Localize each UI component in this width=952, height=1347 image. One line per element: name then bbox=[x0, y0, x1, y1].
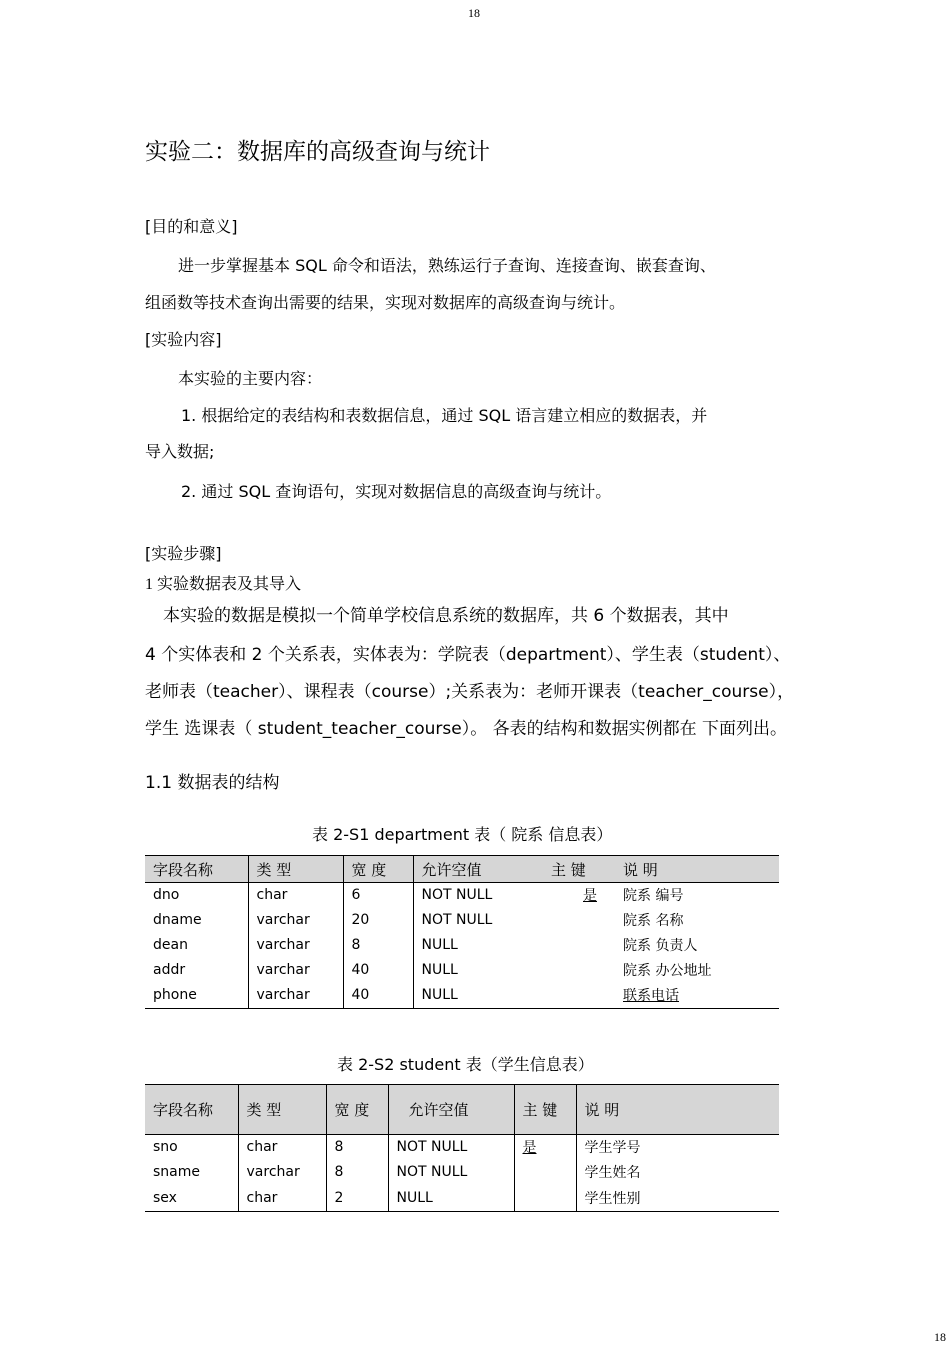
cell bbox=[543, 933, 615, 958]
header-cell: 类 型 bbox=[248, 856, 343, 883]
cell: 8 bbox=[326, 1160, 388, 1185]
cell: varchar bbox=[248, 908, 343, 933]
table-row bbox=[145, 883, 779, 908]
cell bbox=[543, 983, 615, 1009]
steps-subheading: 1 实验数据表及其导入 bbox=[145, 576, 302, 593]
content-item-1: 1. 根据给定的表结构和表数据信息，通过 SQL 语言建立相应的数据表，并 bbox=[181, 406, 708, 425]
page-number-top: 18 bbox=[468, 6, 480, 20]
cell: NOT NULL bbox=[388, 1160, 514, 1185]
header-cell: 字段名称 bbox=[153, 860, 214, 879]
cell: dname bbox=[153, 912, 202, 928]
cell: NULL bbox=[413, 933, 543, 958]
cell: NULL bbox=[413, 958, 543, 983]
cell: 院系 编号 bbox=[623, 888, 684, 905]
cell: 是 bbox=[583, 888, 597, 905]
cell: varchar bbox=[248, 983, 343, 1009]
student-table bbox=[145, 1084, 779, 1212]
cell: varchar bbox=[238, 1160, 326, 1185]
table-row bbox=[145, 933, 779, 958]
cell bbox=[543, 958, 615, 983]
department-table bbox=[145, 855, 779, 1009]
structure-subheading: 1.1 数据表的结构 bbox=[145, 773, 280, 793]
header-cell: 类 型 bbox=[238, 1085, 326, 1135]
table-row bbox=[145, 1160, 779, 1185]
cell: 6 bbox=[343, 883, 413, 908]
cell: NOT NULL bbox=[413, 908, 543, 933]
cell: NOT NULL bbox=[388, 1135, 514, 1160]
cell bbox=[514, 1160, 576, 1185]
cell: 院系 负责人 bbox=[623, 938, 698, 954]
cell bbox=[514, 1185, 576, 1212]
table-row bbox=[145, 908, 779, 933]
header-cell: 主 键 bbox=[551, 860, 586, 879]
content-heading: [实验内容] bbox=[145, 330, 222, 349]
table-row bbox=[145, 983, 779, 1009]
cell: phone bbox=[153, 987, 197, 1004]
cell: 40 bbox=[343, 983, 413, 1009]
cell: sex bbox=[153, 1189, 177, 1206]
steps-para-line-1: 本实验的数据是模拟一个简单学校信息系统的数据库，共 6 个数据表，其中 bbox=[163, 606, 729, 626]
cell: addr bbox=[153, 962, 186, 978]
page-number-corner: 18 bbox=[934, 1330, 946, 1344]
cell: 8 bbox=[326, 1135, 388, 1160]
cell: char bbox=[238, 1135, 326, 1160]
cell: 学生学号 bbox=[576, 1135, 779, 1160]
purpose-heading: [目的和意义] bbox=[145, 217, 238, 236]
cell: 学生姓名 bbox=[576, 1160, 779, 1185]
table-header-row bbox=[145, 1085, 779, 1135]
cell: 院系 办公地址 bbox=[623, 963, 712, 979]
table-1-caption: 表 2-S1 department 表（ 院系 信息表） bbox=[312, 825, 613, 844]
header-cell: 允许空值 bbox=[388, 1085, 514, 1135]
cell: 是 bbox=[514, 1135, 576, 1160]
cell: sname bbox=[153, 1164, 200, 1180]
cell: NULL bbox=[388, 1185, 514, 1212]
cell: 联系电话 bbox=[623, 988, 679, 1005]
table-row bbox=[145, 958, 779, 983]
purpose-line-1: 进一步掌握基本 SQL 命令和语法，熟练运行子查询、连接查询、嵌套查询、 bbox=[178, 256, 716, 275]
table-row bbox=[145, 1135, 779, 1160]
header-cell: 宽 度 bbox=[343, 856, 413, 883]
cell: char bbox=[248, 883, 343, 908]
content-item-1-cont: 导入数据; bbox=[145, 442, 215, 461]
steps-para-line-3: 老师表（teacher）、课程表（course）;关系表为：老师开课表（teacher_course）， bbox=[145, 682, 795, 702]
cell: 学生性别 bbox=[576, 1185, 779, 1212]
page-title: 实验二：数据库的高级查询与统计 bbox=[145, 139, 490, 165]
table-2-caption: 表 2-S2 student 表（学生信息表） bbox=[337, 1055, 594, 1074]
purpose-line-2: 组函数等技术查询出需要的结果，实现对数据库的高级查询与统计。 bbox=[145, 293, 626, 312]
content-item-2: 2. 通过 SQL 查询语句，实现对数据信息的高级查询与统计。 bbox=[181, 482, 612, 501]
cell: sno bbox=[153, 1139, 178, 1156]
cell: 2 bbox=[326, 1185, 388, 1212]
header-cell: 说 明 bbox=[623, 860, 658, 879]
header-cell: 说 明 bbox=[576, 1085, 779, 1135]
header-cell: 宽 度 bbox=[326, 1085, 388, 1135]
content-intro: 本实验的主要内容： bbox=[178, 369, 323, 388]
table-row bbox=[145, 1185, 779, 1212]
cell: varchar bbox=[248, 958, 343, 983]
table-header-row bbox=[145, 856, 779, 883]
cell: NOT NULL bbox=[413, 883, 543, 908]
cell: dean bbox=[153, 937, 188, 953]
steps-para-line-2: 4 个实体表和 2 个关系表，实体表为：学院表（department）、学生表（student）、 bbox=[145, 645, 791, 665]
header-cell: 字段名称 bbox=[153, 1101, 214, 1119]
cell: varchar bbox=[248, 933, 343, 958]
cell: dno bbox=[153, 887, 180, 904]
cell: 20 bbox=[343, 908, 413, 933]
cell bbox=[543, 908, 615, 933]
cell: NULL bbox=[413, 983, 543, 1009]
cell: char bbox=[238, 1185, 326, 1212]
cell: 院系 名称 bbox=[623, 913, 684, 929]
header-cell: 允许空值 bbox=[413, 856, 543, 883]
cell: 8 bbox=[343, 933, 413, 958]
header-cell: 主 键 bbox=[514, 1085, 576, 1135]
cell: 40 bbox=[343, 958, 413, 983]
steps-para-line-4: 学生 选课表（ student_teacher_course）。 各表的结构和数据实例都在 下面列出。 bbox=[145, 719, 788, 739]
steps-heading: [实验步骤] bbox=[145, 544, 222, 563]
